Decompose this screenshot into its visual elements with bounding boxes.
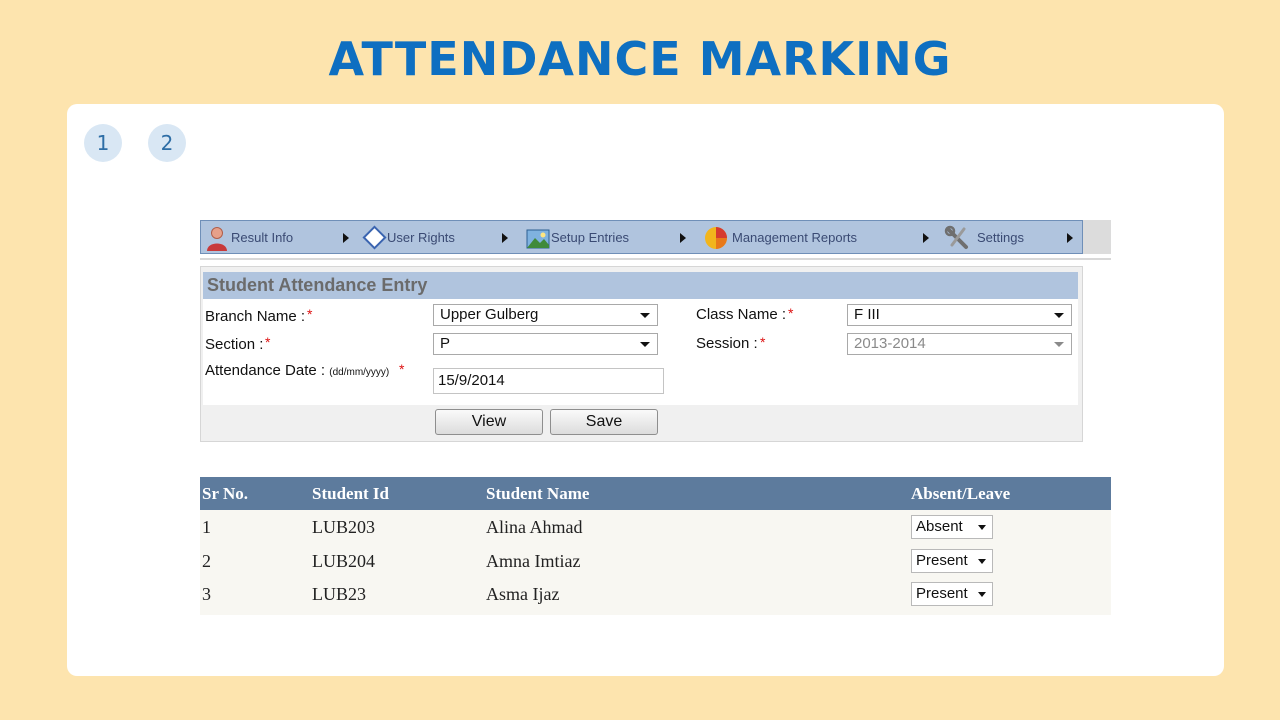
date-format-hint: (dd/mm/yyyy)	[329, 367, 390, 378]
attendance-status-select[interactable]	[911, 582, 993, 606]
attendance-date-label	[205, 362, 389, 379]
chevron-down-icon	[1054, 342, 1064, 347]
form-area	[203, 299, 1078, 405]
submenu-arrow-icon	[502, 233, 508, 243]
column-header-absent-leave: Absent/Leave	[911, 484, 1011, 503]
menu-item-setup-entries[interactable]	[526, 221, 691, 253]
page-title: ATTENDANCE MARKING	[328, 32, 952, 86]
menu-item-user-rights[interactable]	[361, 221, 516, 253]
session-value: 2013-2014	[854, 335, 926, 352]
attendance-status-value: Absent	[916, 518, 963, 535]
save-button[interactable]: Save	[550, 409, 658, 435]
sr-no-cell: 2	[202, 551, 211, 571]
required-marker: *	[788, 305, 794, 321]
required-marker: *	[265, 334, 271, 350]
menu-label: Settings	[977, 230, 1024, 245]
attendance-table	[200, 477, 1111, 615]
sr-no-cell: 3	[202, 584, 211, 604]
branch-name-label: Branch Name :	[205, 308, 306, 325]
attendance-status-select[interactable]	[911, 515, 993, 539]
panel-title: Student Attendance Entry	[207, 275, 428, 295]
submenu-arrow-icon	[923, 233, 929, 243]
column-header-student-name: Student Name	[486, 484, 590, 503]
menu-label: Result Info	[231, 230, 294, 245]
step-1-button[interactable]: 1	[84, 124, 122, 162]
menu-label: Setup Entries	[551, 230, 630, 245]
menu-item-settings[interactable]	[944, 221, 1082, 253]
session-select	[847, 333, 1072, 355]
section-value: P	[440, 335, 451, 352]
attendance-status-select[interactable]	[911, 549, 993, 573]
main-menu-bar	[200, 220, 1083, 254]
column-header-student-id: Student Id	[312, 484, 390, 503]
chevron-down-icon	[640, 342, 650, 347]
attendance-date-label-text: Attendance Date :	[205, 362, 326, 379]
section-label: Section :	[205, 336, 264, 353]
submenu-arrow-icon	[680, 233, 686, 243]
student-name-cell: Amna Imtiaz	[486, 551, 581, 571]
class-name-value: F III	[854, 306, 880, 323]
chevron-down-icon	[978, 559, 986, 564]
menu-label: User Rights	[387, 230, 455, 245]
menu-item-management-reports[interactable]	[703, 221, 933, 253]
menu-bar-end	[1083, 220, 1111, 254]
menu-label: Management Reports	[732, 230, 858, 245]
required-marker: *	[760, 334, 766, 350]
branch-name-value: Upper Gulberg	[440, 306, 539, 323]
student-id-cell: LUB203	[312, 517, 375, 537]
student-name-cell: Asma Ijaz	[486, 584, 560, 604]
chevron-down-icon	[640, 313, 650, 318]
section-select[interactable]	[433, 333, 658, 355]
session-label: Session :	[696, 335, 758, 352]
column-header-sr-no: Sr No.	[202, 484, 248, 503]
attendance-status-value: Present	[916, 585, 968, 602]
view-button[interactable]: View	[435, 409, 543, 435]
menu-item-result-info[interactable]	[205, 221, 355, 253]
class-name-label: Class Name :	[696, 306, 787, 323]
chevron-down-icon	[1054, 313, 1064, 318]
step-2-button[interactable]: 2	[148, 124, 186, 162]
landscape-icon	[526, 228, 550, 261]
divider	[200, 258, 1111, 260]
chevron-down-icon	[978, 592, 986, 597]
submenu-arrow-icon	[1067, 233, 1073, 243]
attendance-date-input[interactable]: 15/9/2014	[433, 368, 664, 394]
branch-name-select[interactable]	[433, 304, 658, 326]
required-marker: *	[399, 361, 405, 377]
chevron-down-icon	[978, 525, 986, 530]
class-name-select[interactable]	[847, 304, 1072, 326]
submenu-arrow-icon	[343, 233, 349, 243]
student-id-cell: LUB23	[312, 584, 366, 604]
student-name-cell: Alina Ahmad	[486, 517, 583, 537]
panel-header	[203, 272, 1078, 299]
required-marker: *	[307, 306, 313, 322]
sr-no-cell: 1	[202, 517, 211, 537]
attendance-entry-panel	[200, 266, 1083, 442]
table-header	[200, 477, 1111, 510]
student-id-cell: LUB204	[312, 551, 375, 571]
attendance-status-value: Present	[916, 552, 968, 569]
